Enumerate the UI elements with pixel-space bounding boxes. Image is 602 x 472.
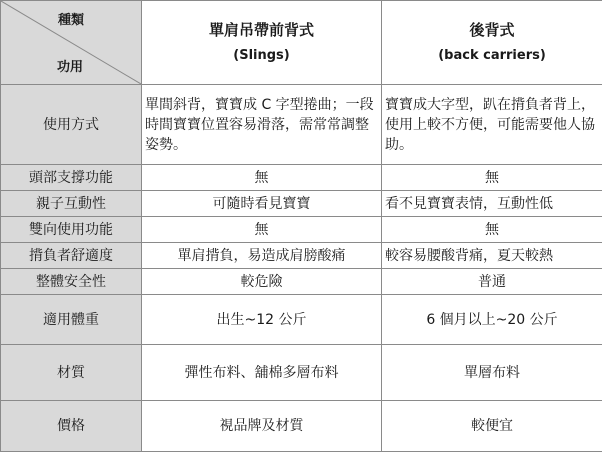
table-cell: 寶寶成大字型，趴在揹負者背上，使用上較不方便，可能需要他人協助。	[382, 85, 602, 165]
table-cell: 出生~12 公斤	[142, 295, 382, 345]
row-label: 雙向使用功能	[1, 217, 142, 243]
table-row	[1, 217, 602, 243]
corner-type-label: 種類	[57, 13, 84, 28]
table-row	[1, 243, 602, 269]
table-cell: 可隨時看見寶寶	[142, 191, 382, 217]
table-cell: 單間斜背，寶寶成 C 字型捲曲；一段時間寶寶位置容易滑落，需常常調整姿勢。	[142, 85, 382, 165]
table-cell: 彈性布料、舖棉多層布料	[142, 345, 382, 401]
table-cell: 普通	[382, 269, 602, 295]
column-title: 單肩吊帶前背式	[208, 20, 314, 39]
table-cell: 看不見寶寶表情，互動性低	[382, 191, 602, 217]
column-title: 後背式	[469, 20, 515, 39]
row-label: 揹負者舒適度	[1, 243, 142, 269]
table-cell: 視品牌及材質	[142, 401, 382, 452]
row-label: 整體安全性	[1, 269, 142, 295]
table-cell: 單肩揹負，易造成肩膀酸痛	[142, 243, 382, 269]
table-cell: 較容易腰酸背痛，夏天較熱	[382, 243, 602, 269]
row-label: 頭部支撐功能	[1, 165, 142, 191]
column-subtitle: (back carriers)	[438, 47, 546, 63]
column-header-slings	[142, 1, 382, 85]
table-cell: 單層布料	[382, 345, 602, 401]
corner-function-label: 功用	[57, 60, 84, 75]
row-label: 材質	[1, 345, 142, 401]
table-row	[1, 401, 602, 452]
table-cell: 較便宜	[382, 401, 602, 452]
table-row	[1, 269, 602, 295]
column-header-back-carriers	[382, 1, 602, 85]
table-cell: 6 個月以上~20 公斤	[382, 295, 602, 345]
row-label: 親子互動性	[1, 191, 142, 217]
row-label: 價格	[1, 401, 142, 452]
table-row	[1, 85, 602, 165]
table-row	[1, 165, 602, 191]
table-cell: 較危險	[142, 269, 382, 295]
corner-header-cell	[1, 1, 142, 85]
row-label: 適用體重	[1, 295, 142, 345]
header-row	[1, 1, 602, 85]
table-cell: 無	[142, 217, 382, 243]
table-cell: 無	[382, 217, 602, 243]
column-subtitle: (Slings)	[233, 47, 290, 63]
table-row	[1, 191, 602, 217]
row-label: 使用方式	[1, 85, 142, 165]
table-row	[1, 345, 602, 401]
table-cell: 無	[382, 165, 602, 191]
table-row	[1, 295, 602, 345]
table-cell: 無	[142, 165, 382, 191]
